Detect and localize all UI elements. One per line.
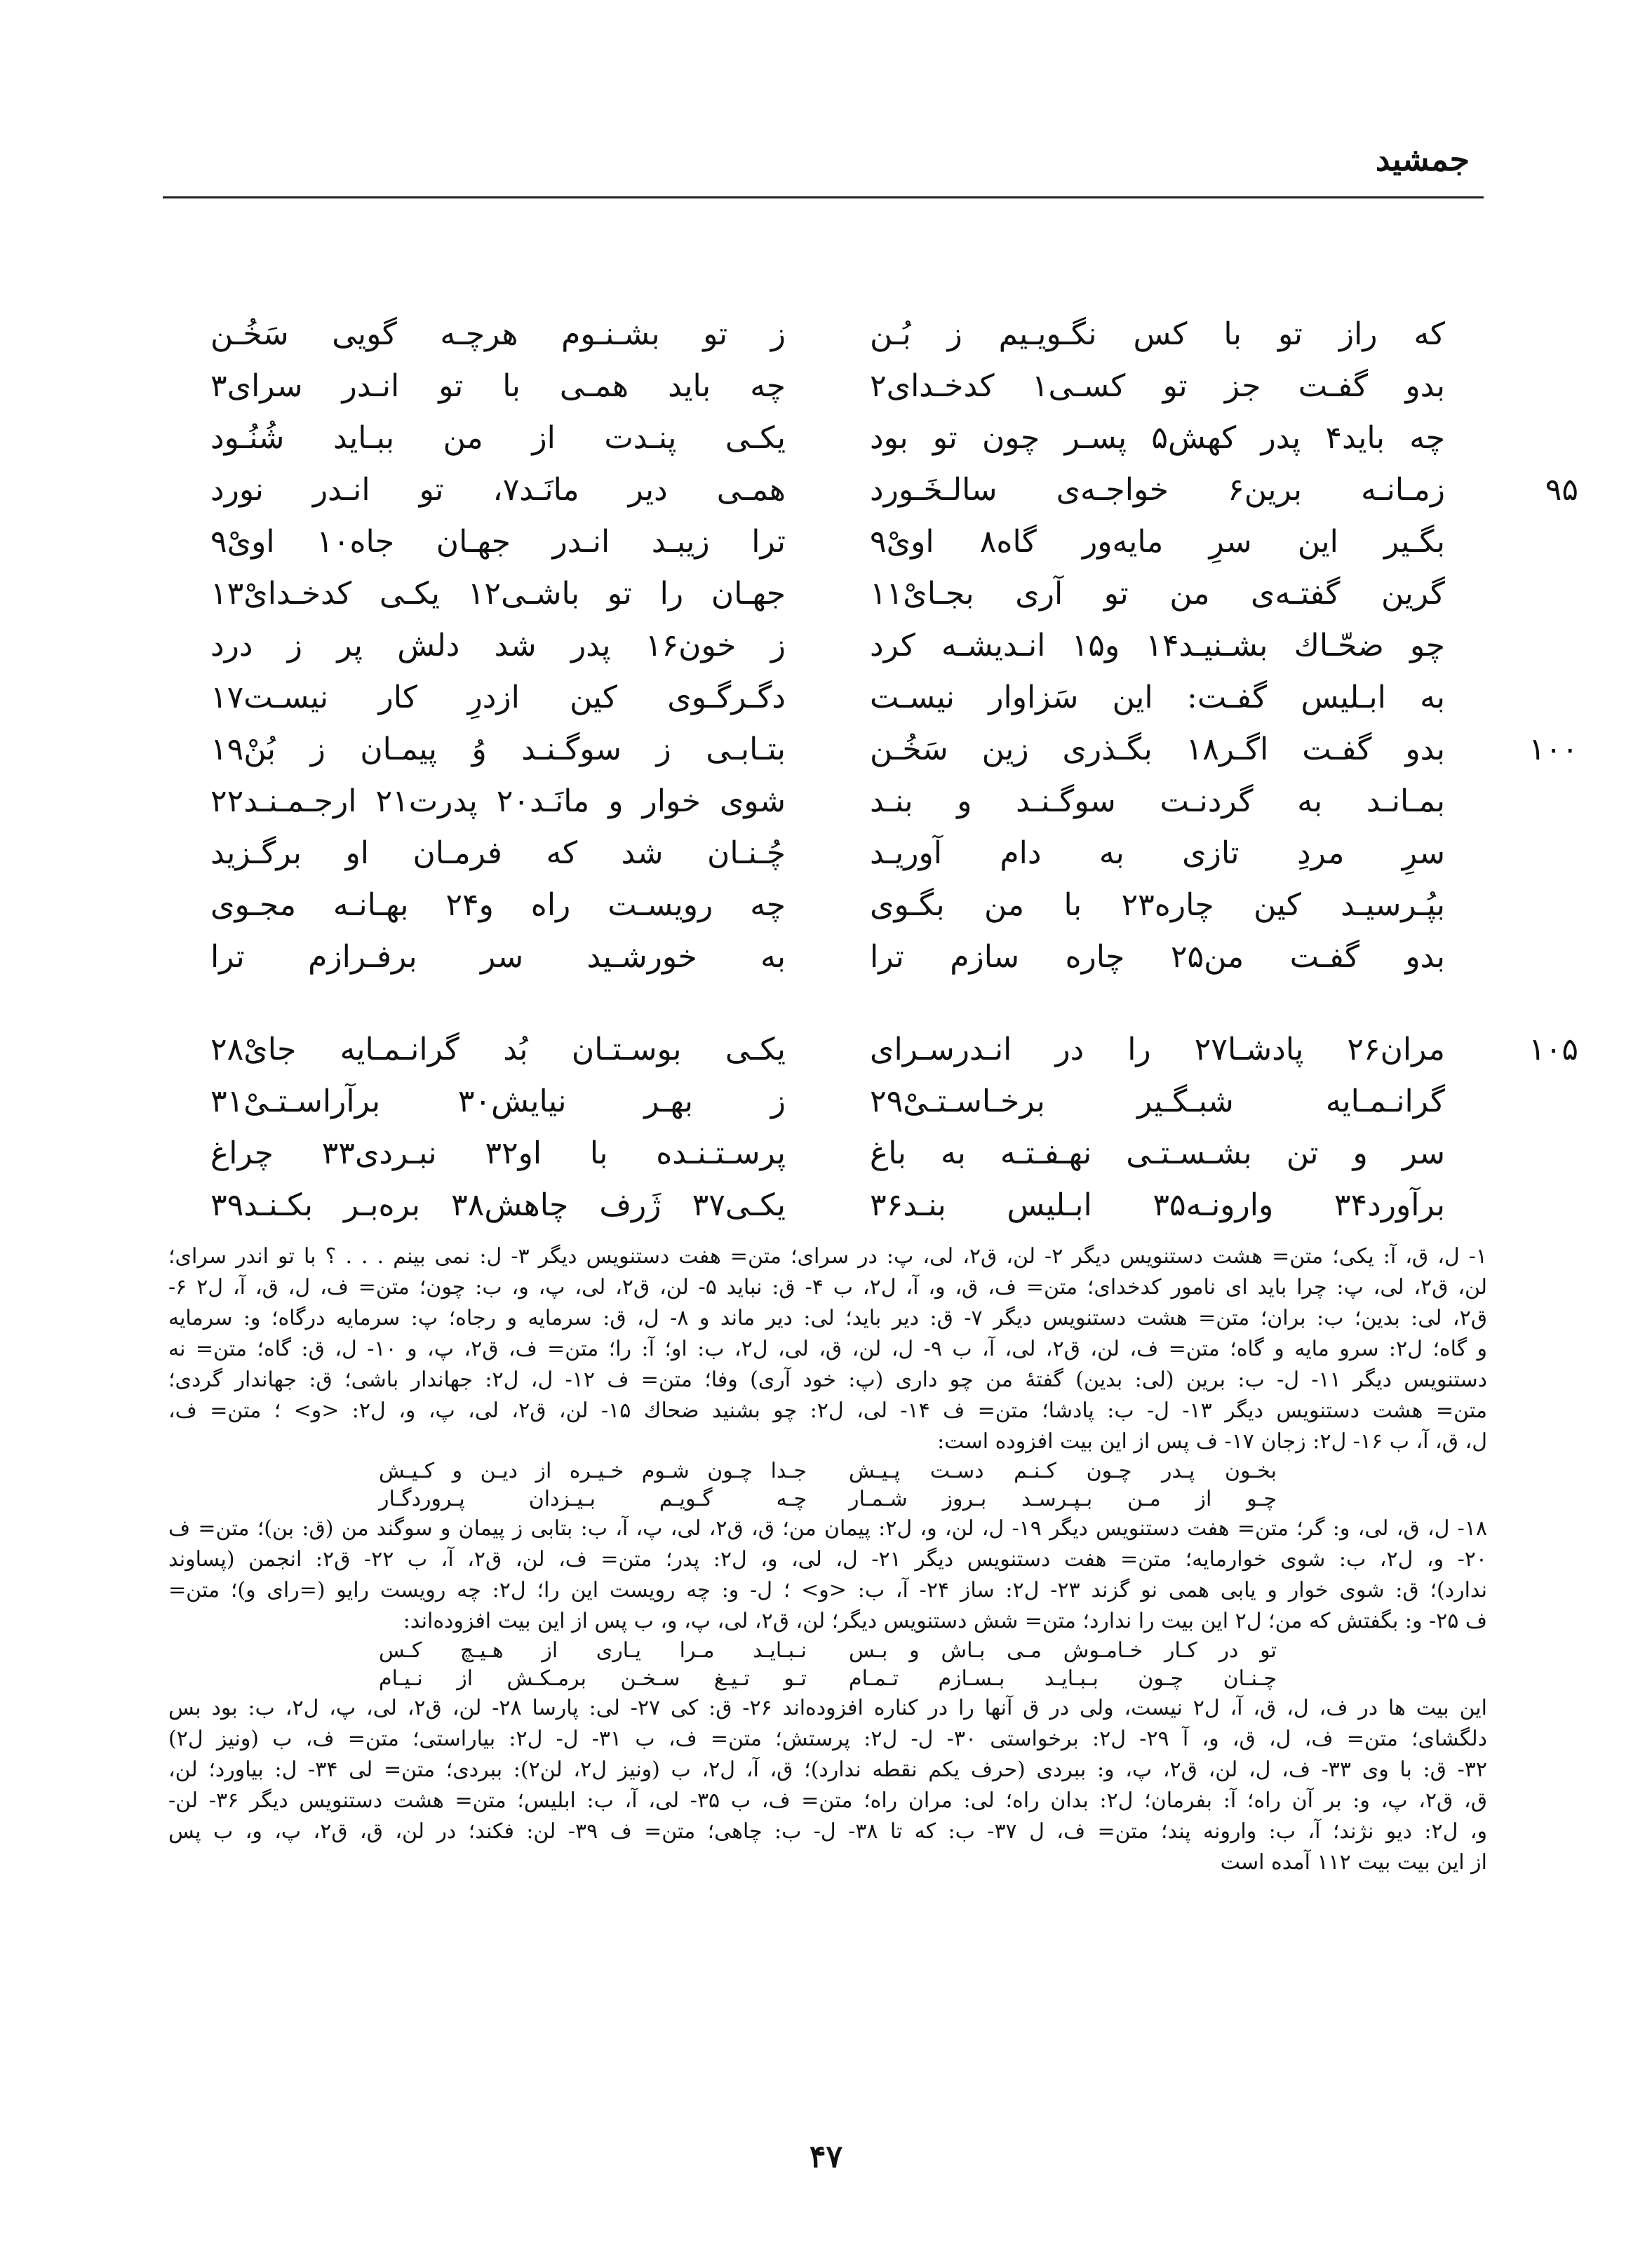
verse-line <box>210 879 1445 931</box>
footnote-line: ۱- ل، ق، آ: یکی؛ متن= هشت دستنویس دیگر ۲- لن، ق۲، لی، پ: در سرای؛ متن= هفت دستنویس دیگر ۳- ل: نمی بینم . . . ؟ با تو اندر سرای؛ <box>168 1244 1487 1269</box>
verse-line <box>210 672 1445 724</box>
verse-line <box>210 360 1445 412</box>
hemistich-left: به خورشـید سر برفـرازم ترا <box>210 939 786 975</box>
hemistich-left: همـی دیر مانَـد۷، تو انـدر نورد <box>210 472 786 508</box>
footnote-line: دلگشای؛ متن= ف، ل، ق، و، آ ۲۹- ل۲: برخواستی ۳۰- ل- ل۲: پرستش؛ متن= ف، ب ۳۱- ل- ل۲: بیاراستی؛ متن= ف، ب (ونیز ل۲) <box>168 1727 1487 1751</box>
hemistich-left: یکـی پنـدت از من ببـاید شُنُـود <box>210 420 786 456</box>
footnote-hemistich-right: بخـون پـدر چـون کـنـم دسـت پـیـش <box>849 1459 1277 1483</box>
verse-line-number: ۱۰۰ <box>1529 731 1578 767</box>
hemistich-right: بپُـرسیـد کین چاره۲۳ با من بگـوی <box>870 887 1445 923</box>
hemistich-left: ترا زیبـد انـدر جهـان جاه۱۰ اویْ۹ <box>210 524 786 560</box>
hemistich-right: زمـانـه برین۶ خواجـه‌ی سالـخَـورد <box>870 472 1446 508</box>
footnote-line: ۲۰- و، ل۲، ب: شوی خوارمایه؛ متن= هفت دستنویس دیگر ۲۱- ل، لی، و، ل۲: پدر؛ متن= ف، لن، ق۲، آ، ب ۲۲- ق۲: انجمن (پساوند <box>168 1547 1487 1572</box>
hemistich-right: سرِ مردِ تازی به دام آوریـد <box>870 835 1445 871</box>
hemistich-left: ز بهـر نیایش۳۰ برآراسـتـیْ۳۱ <box>210 1084 786 1119</box>
verse-line <box>210 464 1578 516</box>
hemistich-right: بمـانـد به گردنـت سوگـنـد و بنـد <box>870 783 1445 819</box>
footnote-line: و گاه؛ ل۲: سرو مایه و گاه؛ متن= ف، لن، ق۲، لی، آ، ب ۹- ل، لن، ق، لی، ل۲، ب: او؛ آ: را؛ متن= ف، ق۲، پ، و ۱۰- ل، ق: گاه؛ متن= نه <box>168 1337 1487 1361</box>
footnote-line: ۳۲- ق: با وی ۳۳- ف، ل، لن، ق۲، پ، و: ببردی (حرف یکم نقطه ندارد)؛ ق، آ، ل۲، ب (ونیز ل۲، لن۲): ببردی؛ متن= لی ۳۴- ل: بیاورد؛ لن، <box>168 1757 1487 1782</box>
verse-block-1 <box>210 309 1578 983</box>
footnote-hemistich-right: چـنـان چـون بـبـایـد بـسـازم تـمـام <box>849 1666 1277 1691</box>
hemistich-left: ز تو بشـنـوم هرچـه گویی سَخُـن <box>210 316 786 352</box>
footnote-line: متن= هشت دستنویس دیگر ۱۳- ل- ب: پادشا؛ متن= ف ۱۴- لی، ل۲: چو بشنید ضحاك ۱۵- لن، ق۲، لی، پ، و، ل۲: <و> ؛ متن= ف، <box>168 1398 1487 1423</box>
footnote-line: لن، ق۲، لی، پ: چرا باید ای نامور کدخدای؛ متن= ف، ق، و، آ، ل۲، ب ۴- ق: نباید ۵- لن، ق۲، لی، پ، و، ب: چون؛ متن= ف، ل، ق، آ، ل۲ ۶- <box>168 1275 1487 1300</box>
page-number: ۴۷ <box>809 2139 843 2175</box>
verse-line <box>210 620 1445 672</box>
hemistich-left: جهـان را تو باشـی۱۲ یکـی کدخـدایْ۱۳ <box>210 576 786 612</box>
footnote-line: ف ۲۵- و: بگفتش که من؛ ل۲ این بیت را ندارد؛ متن= شش دستنویس دیگر؛ لن، ق۲، لی، پ، و، ب پس از این بیت افزوده‌اند: <box>403 1609 1487 1633</box>
hemistich-left: دگـرگـوی کین ازدرِ کار نیسـت۱۷ <box>210 680 786 715</box>
hemistich-left: چه باید همـی با تو انـدر سرای۳ <box>210 368 786 404</box>
verse-line <box>210 516 1445 568</box>
footnote-verse <box>168 1637 1487 1665</box>
hemistich-right: که راز تو با کس نگـویـیم ز بُـن <box>870 316 1445 352</box>
hemistich-left: شوی خوار و مانَـد۲۰ پدرت۲۱ ارجـمـنـد۲۲ <box>210 783 786 819</box>
hemistich-left: چُـنـان شد که فرمـان او برگـزید <box>210 835 786 871</box>
footnote-hemistich-right: چـو از مـن بـپـرسـد بـروز شـمـار <box>849 1487 1277 1511</box>
hemistich-left: بتـابـی ز سوگـنـد وُ پیمـان ز بُنْ۱۹ <box>210 731 786 767</box>
verse-line <box>210 776 1445 828</box>
footnote-hemistich-left: تـو تـیـغ سـخـن برمـکـش از نـیـام <box>379 1666 807 1691</box>
footnote-verse <box>168 1457 1487 1485</box>
hemistich-right: گرانـمـایه شبـگـیر برخـاسـتـیْ۲۹ <box>870 1084 1445 1119</box>
verse-line <box>210 1076 1445 1128</box>
footnote-line: دستنویس دیگر ۱۱- ل- ب: برین (لی: بدین) گفتهٔ من چو داری (پ: خود آری) وفا؛ متن= ف ۱۲- ل، ل۲: جهاندار باشی؛ ق: جهاندار گردی؛ <box>168 1368 1487 1392</box>
footnote-hemistich-left: جـدا چـون شـوم خـیـره از دیـن و کـیـش <box>379 1459 807 1483</box>
hemistich-right: گرین گفتـه‌ی من تو آری بجـایْ۱۱ <box>870 576 1445 612</box>
footnote-verses-2 <box>168 1637 1487 1693</box>
running-header-title: جمشید <box>1375 140 1470 178</box>
hemistich-right: به ابـلیس گفـت: این سَزاوار نیسـت <box>870 680 1445 715</box>
footnote-line: و، ل۲: دیو نژند؛ آ، ب: وارونه پند؛ متن= ف، ل ۳۷- ب: که تا ۳۸- ل- ب: چاهی؛ متن= ف ۳۹- لن: فکند؛ در لن، ق، ق۲، پ، و، ب پس <box>168 1819 1487 1844</box>
verse-line <box>210 309 1445 360</box>
hemistich-right: چه باید۴ پدر کهش۵ پسـر چون تو بود <box>870 420 1445 456</box>
footnote-hemistich-left: نـبـایـد مـرا یـاری از هـیـچ کـس <box>379 1638 807 1663</box>
footnote-verse <box>168 1485 1487 1513</box>
header-rule <box>163 196 1484 198</box>
verse-line-number: ۹۵ <box>1545 472 1578 508</box>
hemistich-right: بدو گفـت اگـر۱۸ بگـذری زین سَخُـن <box>870 731 1446 767</box>
hemistich-left: یکـی۳۷ ژَرف چاهش۳۸ بره‌بـر بکـنـد۳۹ <box>210 1187 786 1223</box>
footnote-verse <box>168 1665 1487 1693</box>
verse-line-number: ۱۰۵ <box>1529 1032 1578 1067</box>
hemistich-right: چو ضحّـاك بشـنیـد۱۴ و۱۵ انـدیشـه کرد <box>870 628 1445 663</box>
verse-line <box>210 1180 1445 1231</box>
footnote-line: ۱۸- ل، ق، لی، و: گر؛ متن= هفت دستنویس دیگر ۱۹- ل، لن، و، ل۲: پیمان من؛ ق، ق۲، لی، پ، آ، ب: بتابی ز پیمان و سوگند من (ق: بن)؛ متن= ف <box>168 1516 1487 1541</box>
verse-line <box>210 568 1445 620</box>
footnotes-part-1 <box>168 1241 1487 1457</box>
footnote-line: این بیت ها در ف، ل، ق، آ، ل۲ نیست، ولی در ق آنها را در کناره افزوده‌اند ۲۶- ق: کی ۲۷- لی: پارسا ۲۸- لن، ق۲، لی، پ، ل۲، ب: بود بس <box>168 1696 1487 1720</box>
footnotes-part-3 <box>168 1693 1487 1878</box>
hemistich-left: یکـی بوسـتـان بُد گرانـمـایه جایْ۲۸ <box>210 1032 786 1067</box>
hemistich-left: ز خون۱۶ پدر شد دلش پر ز درد <box>210 628 786 663</box>
hemistich-right: بدو گفـت جز تو کسـی۱ کدخـدای۲ <box>870 368 1445 404</box>
footnote-hemistich-left: چـه گـویـم بـیـزدان پـروردگـار <box>379 1487 807 1511</box>
footnotes <box>168 1241 1487 1878</box>
verse-line <box>210 1128 1445 1180</box>
hemistich-right: بدو گفـت من۲۵ چاره سازم ترا <box>870 939 1445 975</box>
footnote-line: ندارد)؛ ق: شوی خوار و یابی همی نو گزند ۲۳- ل۲: ساز ۲۴- آ، ب: <و> ؛ ل- و: چه رویست این را؛ ل۲: چه رویست رایو (=رای و)؛ متن= <box>168 1578 1487 1602</box>
hemistich-right: بگـیر این سرِ مایه‌ور گاه۸ اویْ۹ <box>870 524 1445 560</box>
footnote-line: ق۲، لی: بدین؛ ب: بران؛ متن= هشت دستنویس دیگر ۷- ق: دیر باید؛ لی: دیر ماند و ۸- ل، ق: سرمایه و رجاه؛ پ: سرمایه درگاه؛ و: سرمایه <box>168 1306 1487 1330</box>
footnote-line: ل، ق، آ، ب ۱۶- ل۲: زجان ۱۷- ف پس از این بیت افزوده است: <box>937 1429 1487 1454</box>
hemistich-right: سر و تن بشـسـتـی نهـفـتـه به باغ <box>870 1135 1445 1171</box>
footnote-line: ق، ق۲، پ، و: بر آن راه؛ آ: بفرمان؛ ل۲: بدان راه؛ لی: مران راه؛ متن= ف، ب ۳۵- لی، آ، ب: ابلیس؛ متن= هشت دستنویس دیگر ۳۶- لن- <box>168 1788 1487 1813</box>
hemistich-left: چه رویسـت راه و۲۴ بهـانـه مجـوی <box>210 887 786 923</box>
verse-line <box>210 1024 1578 1076</box>
footnotes-part-2 <box>168 1513 1487 1637</box>
hemistich-right: مران۲۶ پادشـا۲۷ را در انـدرسـرای <box>870 1032 1445 1067</box>
footnote-hemistich-right: تو در کـار خـامـوش مـی بـاش و بـس <box>849 1638 1277 1663</box>
hemistich-right: برآورد۳۴ وارونـه۳۵ ابـلیس بنـد۳۶ <box>870 1187 1445 1223</box>
hemistich-left: پرسـتـنـده با او۳۲ نبـردی۳۳ چراغ <box>210 1135 786 1171</box>
verse-line <box>210 828 1445 879</box>
verse-line <box>210 412 1445 464</box>
verse-line <box>210 724 1578 776</box>
verse-line <box>210 931 1445 983</box>
footnote-line: از این بیت بیت ۱۱۲ آمده است <box>1220 1850 1487 1875</box>
verse-block-2 <box>210 1024 1578 1231</box>
footnote-verses-1 <box>168 1457 1487 1513</box>
